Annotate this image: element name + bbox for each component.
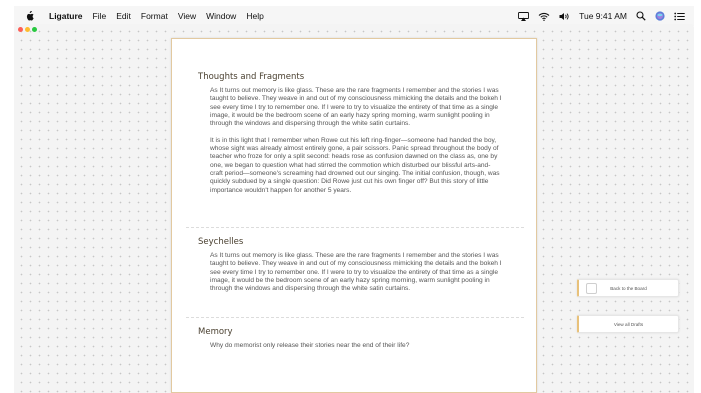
section-divider: [186, 227, 524, 228]
view-all-drafts-button[interactable]: [577, 315, 679, 333]
menu-edit[interactable]: Edit: [116, 11, 131, 21]
menu-format[interactable]: Format: [140, 11, 168, 21]
section-paragraph[interactable]: Why do memorist only release their stories near the end of their life?: [210, 342, 410, 349]
apple-icon[interactable]: [25, 11, 43, 21]
section-title[interactable]: Seychelles: [198, 237, 244, 247]
back-to-board-label: Back to the Board: [610, 285, 647, 291]
airplay-icon[interactable]: [518, 12, 529, 21]
close-button[interactable]: [18, 27, 23, 32]
window-controls: [18, 27, 39, 32]
section-divider: [186, 317, 524, 318]
volume-icon[interactable]: [559, 12, 570, 21]
control-list-icon[interactable]: [674, 12, 685, 21]
zoom-button[interactable]: [32, 27, 37, 32]
section-paragraph[interactable]: It is in this light that I remember when Rowe cut his left ring-finger—someone had handed the boy, whose sight was already almost entirely gone, a pair scissors. Panic spread throughout the body of teacher who froze for only a split second: heads rose as confusion dawned on the class as, one by one, we began to question what had stirred the commotion which disturbed our blissful arts-and-craft period—someone's screaming had drowned out our singing. The initial confusion, though, was quickly subdued by a single question: Did Rowe just cut his own finger off? But this story of little importance wouldn't happen for another 5 years.: [210, 136, 500, 194]
wifi-icon[interactable]: [538, 12, 550, 21]
search-icon[interactable]: [636, 11, 646, 21]
section-title[interactable]: Memory: [198, 327, 233, 337]
app-window: [14, 24, 694, 393]
view-all-drafts-label: View all Drafts: [613, 321, 644, 327]
menu-window[interactable]: Window: [206, 11, 237, 21]
menu-file[interactable]: File: [92, 11, 107, 21]
menu-help[interactable]: Help: [246, 11, 264, 21]
section-title[interactable]: Thoughts and Fragments: [198, 72, 305, 82]
menu-app-name[interactable]: Ligature: [49, 11, 83, 21]
document-page[interactable]: [171, 38, 537, 393]
menu-view[interactable]: View: [177, 11, 197, 21]
section-paragraph[interactable]: As It turns out memory is like glass. These are the rare fragments I remember and the stories I was taught to believe. They weave in and out of my consciousness mimicking the details and the bokeh I see every time I try to remember one. If I were to try to visualize the entirety of that time as a single image, it would be the bedroom scene of an early hazy spring morning, warm sunlight pooling in through the windows and dispersing through the white satin curtains.: [210, 252, 502, 293]
menu-bar: [14, 6, 694, 26]
section-memory: [198, 327, 508, 350]
section-seychelles: [198, 237, 508, 294]
section-paragraph[interactable]: As It turns out memory is like glass. These are the rare fragments I remember and the stories I was taught to believe. They weave in and out of my consciousness mimicking the details and the bokeh I see every time I try to remember one. If I were to try to visualize the entirety of that time as a single image, it would be the bedroom scene of an early hazy spring morning, warm sunlight pooling in through the windows and dispersing through the white satin curtains.: [210, 87, 502, 128]
clock[interactable]: Tue 9:41 AM: [579, 11, 627, 21]
siri-icon[interactable]: [655, 11, 665, 21]
board-checkbox[interactable]: [586, 283, 597, 294]
back-to-board-button[interactable]: [577, 279, 679, 297]
minimize-button[interactable]: [25, 27, 30, 32]
section-thoughts-and-fragments: [198, 72, 508, 195]
